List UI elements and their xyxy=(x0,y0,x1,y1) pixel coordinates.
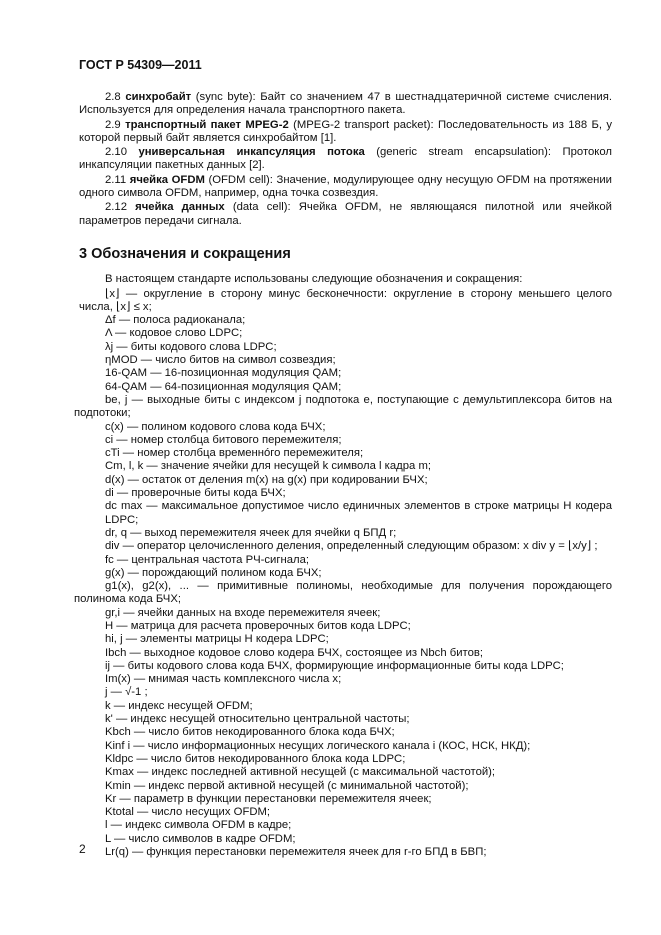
symbol-item: 64-QAM — 64-позиционная модуляция QAM; xyxy=(105,380,342,393)
definition-text: (generic stream encapsulation): Протокол инкапсуляции пакетных данных [2]. xyxy=(79,146,612,172)
section-intro: В настоящем стандарте использованы следующие обозначения и сокращения: xyxy=(105,273,523,286)
symbol-item: Λ — кодовое слово LDPC; xyxy=(105,327,243,340)
symbol-item: Kr — параметр в функции перестановки перемежителя ячеек; xyxy=(105,792,432,805)
definition-item xyxy=(79,119,612,146)
definition-term: ячейка OFDM xyxy=(129,173,205,186)
symbol-item: ij — биты кодового слова кода БЧХ, формирующие информационные биты кода LDPC; xyxy=(105,659,564,672)
definition-item xyxy=(79,174,612,201)
symbol-item: Im(x) — мнимая часть комплексного числа x; xyxy=(105,673,342,686)
symbol-item: hi, j — элементы матрицы H кодера LDPC; xyxy=(105,633,329,646)
definition-term: ячейка данных xyxy=(135,201,225,214)
symbol-item: l — индекс символа OFDM в кадре; xyxy=(105,819,292,832)
symbol-item: k — индекс несущей OFDM; xyxy=(105,699,253,712)
definition-text: (MPEG-2 transport packet): Последовательность из 188 Б, у которой первый байт является синхробайтом [1]. xyxy=(79,118,613,144)
symbol-item: dc max — максимальное допустимое число единичных элементов в строке матрицы H кодера LDPC; xyxy=(105,500,612,526)
symbol-item: g1(x), g2(x), ... — примитивные полиномы, необходимые для получения порождающего полинома кода БЧХ; xyxy=(74,580,612,606)
symbol-item: Kldpc — число битов некодированного блока кода LDPC; xyxy=(105,752,406,765)
symbol-item: 16-QAM — 16-позиционная модуляция QAM; xyxy=(105,367,342,380)
definition-number: 2.9 xyxy=(105,118,126,131)
symbol-item: Kbch — число битов некодированного блока кода БЧХ; xyxy=(105,726,395,739)
symbol-item: c(x) — полином кодового слова кода БЧХ; xyxy=(105,420,326,433)
definition-text: (OFDM cell): Значение, модулирующее одну несущую OFDM на протяжении одного символа OFDM, например, одна точка созвездия. xyxy=(79,173,612,200)
symbol-item: Ktotal — число несущих OFDM; xyxy=(105,806,271,819)
definition-text: (sync byte): Байт со значением 47 в шестнадцатеричной системе счисления. Используется для определения начала транспортного пакета. xyxy=(79,91,612,117)
definition-number: 2.11 xyxy=(105,173,130,186)
symbol-item: gr,i — ячейки данных на входе перемежителя ячеек; xyxy=(105,606,381,619)
definition-number: 2.8 xyxy=(105,91,126,103)
definitions-list xyxy=(79,91,612,228)
definition-term: транспортный пакет MPEG-2 xyxy=(125,118,289,131)
document-header: ГОСТ Р 54309—2011 xyxy=(79,58,202,72)
definition-term: синхробайт xyxy=(125,91,192,103)
symbol-item: dr, q — выход перемежителя ячеек для ячейки q БПД r; xyxy=(105,526,397,539)
symbol-item: H — матрица для расчета проверочных битов кода LDPC; xyxy=(105,619,411,632)
symbol-item: Kmax — индекс последней активной несущей (с максимальной частотой); xyxy=(105,766,496,779)
symbol-item: j — √-1 ; xyxy=(105,686,148,699)
page-content xyxy=(74,91,613,859)
symbol-item: λj — биты кодового слова LDPC; xyxy=(105,340,277,353)
symbol-item: Kinf i — число информационных несущих логического канала i (КОС, НСК, НКД); xyxy=(105,739,531,752)
symbol-item: cTi — номер столбца временнóго перемежителя; xyxy=(105,447,364,460)
symbol-item: fc — центральная частота РЧ-сигнала; xyxy=(105,553,310,566)
definition-number: 2.12 xyxy=(105,201,136,214)
symbol-item: Cm, l, k — значение ячейки для несущей k символа l кадра m; xyxy=(105,460,431,473)
symbols-list xyxy=(74,287,612,860)
symbol-item: be, j — выходные биты с индексом j подпотока e, поступающие с демультиплексора битов на подпотоки; xyxy=(74,393,612,420)
symbol-item: Ibch — выходное кодовое слово кодера БЧХ, состоящее из Nbch битов; xyxy=(105,646,483,659)
symbol-item: di — проверочные биты кода БЧХ; xyxy=(105,487,286,500)
definition-number: 2.10 xyxy=(105,146,139,159)
symbol-item: k' — индекс несущей относительно центральной частоты; xyxy=(105,713,410,726)
definition-item xyxy=(79,146,612,173)
symbol-item: Kmin — индекс первой активной несущей (с минимальной частотой); xyxy=(105,779,469,792)
definition-item xyxy=(79,201,612,228)
symbol-item: g(x) — порождающий полином кода БЧХ; xyxy=(105,566,322,579)
symbol-item: ηMOD — число битов на символ созвездия; xyxy=(105,354,336,367)
definition-text: (data cell): Ячейка OFDM, не являющаяся пилотной или ячейкой параметров передачи сигнала. xyxy=(79,201,612,227)
symbol-item: Δf — полоса радиоканала; xyxy=(105,314,246,327)
section-title: 3 Обозначения и сокращения xyxy=(79,245,291,262)
symbol-item: div — оператор целочисленного деления, определенный следующим образом: x div y = ⌊x/y⌋ ; xyxy=(105,540,598,553)
symbol-item: ⌊x⌋ — округление в сторону минус бесконечности: округление в сторону меньшего целого числа, ⌊x⌋ ≤ x; xyxy=(79,287,612,313)
definition-term: универсальная инкапсуляция потока xyxy=(138,146,365,159)
symbol-item: d(x) — остаток от деления m(x) на g(x) при кодировании БЧХ; xyxy=(105,473,428,486)
symbol-item: Lr(q) — функция перестановки перемежителя ячеек для r-го БПД в БВП; xyxy=(105,846,487,859)
symbol-item: L — число символов в кадре OFDM; xyxy=(105,832,296,845)
page-number: 2 xyxy=(79,842,86,856)
symbol-item: ci — номер столбца битового перемежителя; xyxy=(105,433,342,446)
definition-item xyxy=(79,91,612,118)
